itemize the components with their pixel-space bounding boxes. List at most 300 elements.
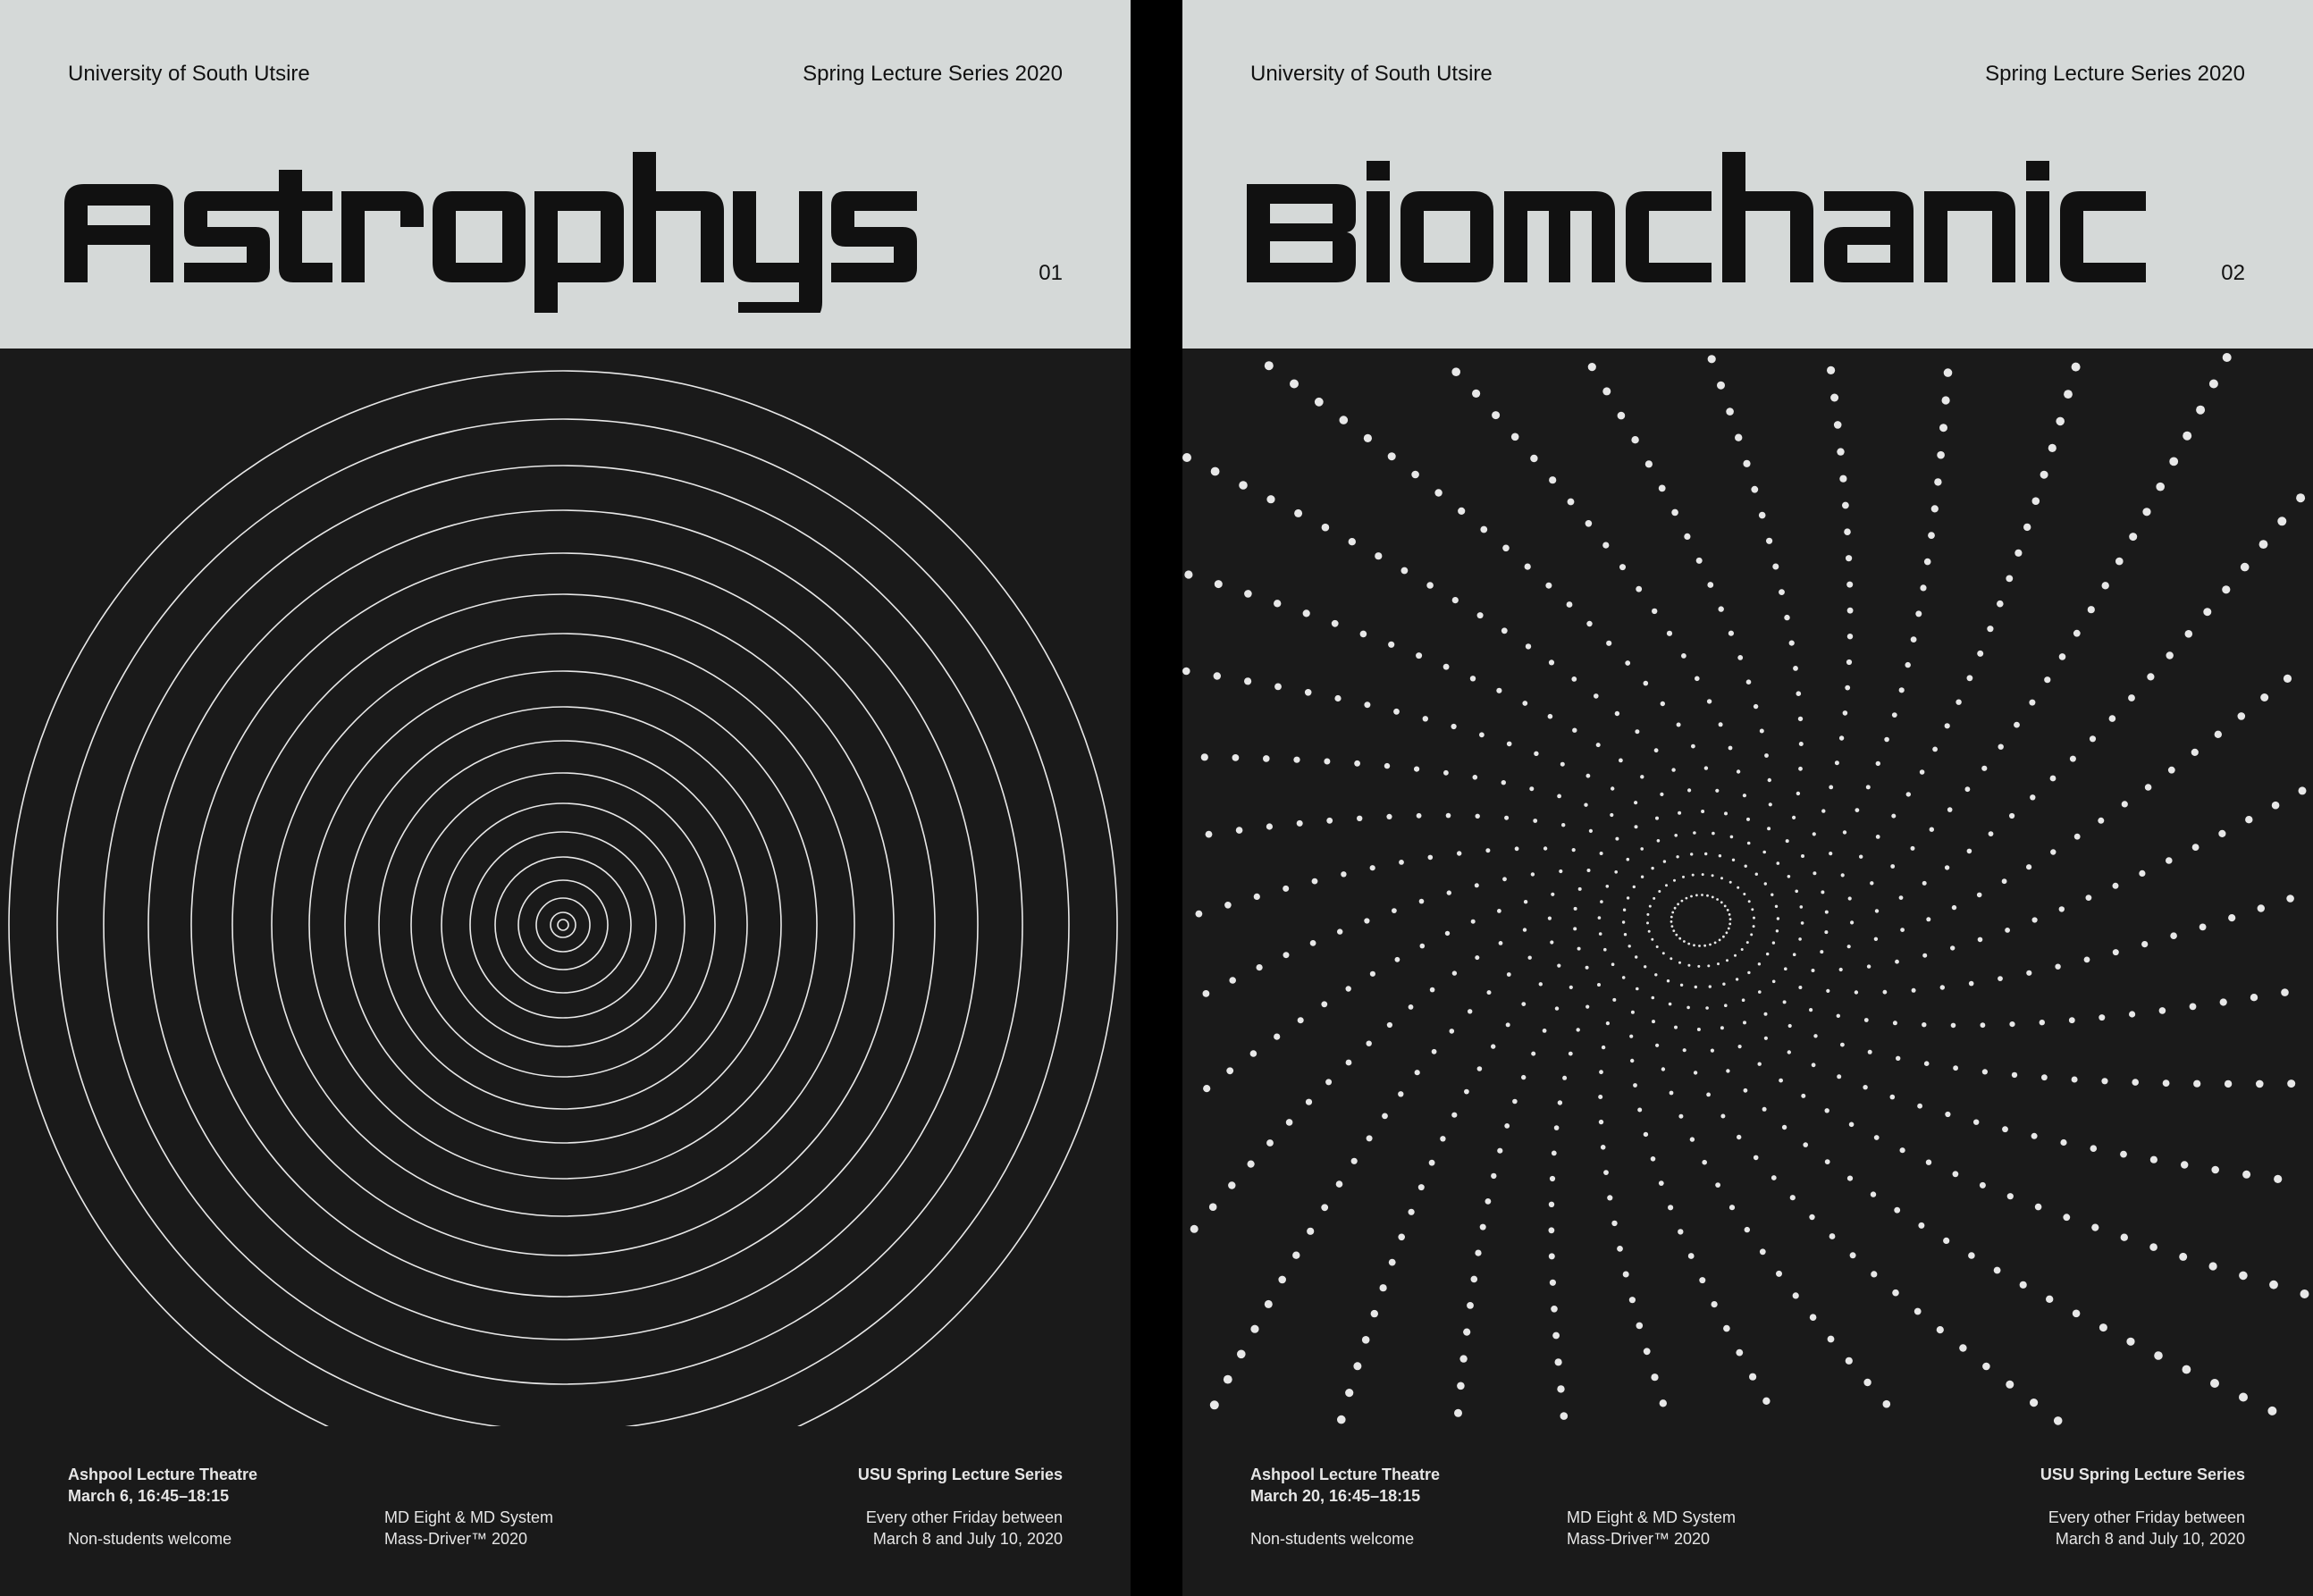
dot-64 bbox=[1871, 1191, 1876, 1197]
dot-730 bbox=[2032, 917, 2038, 922]
dot-745 bbox=[1798, 986, 1802, 989]
dot-50 bbox=[2300, 1289, 2309, 1298]
dot-131 bbox=[1631, 1011, 1635, 1014]
dot-431 bbox=[1184, 570, 1192, 578]
dot-553 bbox=[1759, 512, 1766, 519]
dot-32 bbox=[1801, 1094, 1805, 1098]
dot-31 bbox=[1779, 1079, 1783, 1083]
dot-190 bbox=[1560, 1412, 1569, 1420]
dot-36 bbox=[1900, 1147, 1905, 1153]
dot-445 bbox=[1526, 643, 1531, 649]
dot-607 bbox=[1942, 396, 1950, 404]
dot-287 bbox=[1209, 1203, 1217, 1211]
dot-77 bbox=[2210, 1379, 2219, 1388]
dot-43 bbox=[2091, 1224, 2099, 1231]
dot-725 bbox=[1895, 960, 1899, 964]
dot-323 bbox=[1310, 940, 1316, 946]
dot-602 bbox=[1928, 532, 1935, 539]
dot-423 bbox=[1416, 652, 1422, 659]
dot-182 bbox=[1549, 1202, 1554, 1207]
dot-514 bbox=[1755, 873, 1758, 876]
dot-367 bbox=[1692, 874, 1695, 877]
dot-177 bbox=[1562, 1076, 1567, 1080]
dot-761 bbox=[2258, 904, 2265, 911]
dot-439 bbox=[1654, 748, 1659, 752]
dot-386 bbox=[1706, 895, 1709, 897]
dot-184 bbox=[1549, 1253, 1555, 1259]
dot-486 bbox=[1265, 361, 1274, 370]
dot-712 bbox=[2168, 767, 2175, 774]
dot-355 bbox=[1504, 816, 1509, 820]
dot-586 bbox=[1775, 905, 1778, 908]
dot-194 bbox=[1603, 948, 1607, 952]
dot-228 bbox=[1429, 1160, 1435, 1166]
dot-343 bbox=[1283, 886, 1289, 892]
dot-112 bbox=[1670, 1091, 1674, 1096]
dot-267 bbox=[1653, 897, 1655, 900]
dot-604 bbox=[1934, 478, 1941, 485]
dot-259 bbox=[1292, 1252, 1299, 1259]
dot-345 bbox=[1224, 902, 1232, 909]
dot-160 bbox=[1607, 1195, 1612, 1200]
audience-note: Non-students welcome bbox=[1250, 1530, 1415, 1548]
dot-565 bbox=[1813, 832, 1816, 836]
dot-509 bbox=[1492, 411, 1500, 419]
dot-626 bbox=[1997, 601, 2004, 608]
dot-78 bbox=[2239, 1393, 2248, 1402]
dot-203 bbox=[1497, 1148, 1502, 1154]
dot-372 bbox=[1584, 803, 1587, 807]
dot-327 bbox=[1203, 990, 1210, 997]
dot-529 bbox=[1671, 509, 1678, 517]
poster-number: 02 bbox=[2221, 261, 2245, 285]
dot-322 bbox=[1337, 928, 1342, 934]
dot-86 bbox=[1694, 1071, 1697, 1074]
dot-376 bbox=[1473, 775, 1478, 780]
dot-531 bbox=[1645, 460, 1653, 467]
venue-label: Ashpool Lecture Theatre bbox=[68, 1466, 258, 1483]
dot-771 bbox=[1893, 1021, 1897, 1025]
dot-408 bbox=[1712, 896, 1714, 899]
dot-430 bbox=[1215, 580, 1223, 588]
dot-682 bbox=[2090, 735, 2096, 742]
dot-193 bbox=[1624, 933, 1627, 936]
dot-705 bbox=[2002, 878, 2007, 884]
dot-153 bbox=[1606, 1021, 1610, 1025]
title-lettering bbox=[1247, 134, 2158, 313]
dot-284 bbox=[1266, 1139, 1274, 1147]
dot-424 bbox=[1388, 642, 1394, 648]
dot-520 bbox=[1760, 729, 1764, 734]
dot-551 bbox=[1772, 564, 1779, 570]
dot-116 bbox=[1715, 1182, 1720, 1188]
dot-152 bbox=[1612, 998, 1616, 1002]
dot-681 bbox=[2070, 756, 2076, 762]
dot-56 bbox=[1711, 1049, 1714, 1053]
dot-728 bbox=[1978, 937, 1983, 943]
dot-422 bbox=[1443, 664, 1450, 670]
dot-502 bbox=[1619, 564, 1626, 570]
dot-338 bbox=[1428, 855, 1434, 861]
dot-357 bbox=[1446, 813, 1451, 819]
dot-216 bbox=[1622, 920, 1625, 923]
dot-0 bbox=[1693, 944, 1695, 946]
dot-359 bbox=[1386, 814, 1392, 819]
dot-731 bbox=[2059, 906, 2065, 911]
dot-717 bbox=[2284, 675, 2292, 683]
dot-552 bbox=[1766, 538, 1772, 544]
dot-310 bbox=[1665, 884, 1668, 886]
dot-154 bbox=[1602, 1046, 1605, 1049]
dot-79 bbox=[2267, 1407, 2276, 1415]
dot-442 bbox=[1594, 693, 1599, 699]
dot-114 bbox=[1690, 1137, 1695, 1141]
dot-373 bbox=[1557, 794, 1561, 799]
dot-169 bbox=[1670, 920, 1673, 923]
dot-577 bbox=[1844, 528, 1851, 535]
dot-400 bbox=[1393, 709, 1400, 715]
dot-753 bbox=[2026, 970, 2031, 976]
dot-466 bbox=[1691, 744, 1695, 749]
dot-129 bbox=[1644, 965, 1646, 968]
dot-699 bbox=[1847, 945, 1851, 948]
dot-278 bbox=[1387, 1022, 1392, 1028]
dot-110 bbox=[1655, 1044, 1659, 1047]
dot-800 bbox=[2072, 1077, 2078, 1083]
dot-300 bbox=[1395, 957, 1400, 962]
dot-420 bbox=[1496, 688, 1501, 693]
dot-236 bbox=[1353, 1362, 1361, 1370]
dot-286 bbox=[1228, 1181, 1235, 1189]
dot-618 bbox=[1906, 792, 1911, 796]
dot-362 bbox=[1297, 820, 1303, 827]
dot-686 bbox=[2166, 651, 2174, 659]
dot-718 bbox=[1714, 942, 1717, 945]
ring-6 bbox=[442, 803, 685, 1046]
dot-213 bbox=[1454, 1409, 1462, 1417]
dot-737 bbox=[2218, 830, 2225, 837]
dot-92 bbox=[1790, 1195, 1796, 1200]
dot-654 bbox=[2073, 630, 2081, 637]
dot-617 bbox=[1891, 814, 1896, 819]
concentric-rings-artwork bbox=[0, 349, 1131, 1426]
dot-793 bbox=[1868, 1050, 1872, 1054]
dot-484 bbox=[1315, 398, 1324, 407]
dot-732 bbox=[2086, 895, 2092, 901]
dot-526 bbox=[1707, 582, 1713, 588]
dot-148 bbox=[1671, 925, 1674, 928]
dot-543 bbox=[1798, 767, 1803, 771]
dot-195 bbox=[1585, 966, 1589, 970]
dot-453 bbox=[1322, 524, 1330, 532]
dot-788 bbox=[1742, 998, 1745, 1002]
dot-122 bbox=[1810, 1314, 1817, 1321]
dot-589 bbox=[1829, 852, 1832, 855]
dot-65 bbox=[1894, 1207, 1900, 1214]
dot-587 bbox=[1795, 890, 1798, 894]
poster-biomechanics bbox=[1182, 0, 2313, 1596]
dot-143 bbox=[1712, 1301, 1718, 1307]
dot-787 bbox=[1722, 983, 1725, 986]
dot-299 bbox=[1420, 944, 1426, 949]
dot-224 bbox=[1477, 1066, 1483, 1071]
dot-225 bbox=[1464, 1089, 1469, 1095]
dot-57 bbox=[1726, 1069, 1729, 1072]
dot-574 bbox=[1847, 608, 1854, 614]
dot-18 bbox=[2120, 1151, 2127, 1158]
dot-669 bbox=[1798, 937, 1802, 941]
dot-773 bbox=[1951, 1023, 1956, 1029]
dot-317 bbox=[1475, 883, 1479, 887]
dot-247 bbox=[1487, 990, 1492, 995]
dot-418 bbox=[1548, 714, 1553, 719]
dot-311 bbox=[1641, 876, 1644, 878]
dot-450 bbox=[1401, 567, 1409, 575]
dot-759 bbox=[2199, 924, 2207, 931]
dot-503 bbox=[1602, 542, 1609, 549]
dot-387 bbox=[1702, 873, 1704, 876]
dot-635 bbox=[2072, 363, 2081, 372]
dot-354 bbox=[1533, 819, 1537, 823]
dot-641 bbox=[1848, 896, 1852, 900]
dot-67 bbox=[1943, 1238, 1949, 1244]
dot-585 bbox=[1753, 917, 1755, 920]
dot-767 bbox=[1783, 1000, 1787, 1004]
dot-590 bbox=[1843, 830, 1846, 834]
dot-9 bbox=[1863, 1085, 1867, 1089]
dot-698 bbox=[1820, 950, 1823, 953]
dot-280 bbox=[1346, 1060, 1352, 1066]
dot-671 bbox=[1850, 920, 1854, 924]
dot-99 bbox=[1937, 1326, 1944, 1333]
dot-81 bbox=[1670, 957, 1672, 960]
dot-673 bbox=[1899, 895, 1904, 900]
dot-599 bbox=[1915, 610, 1922, 617]
dot-171 bbox=[1628, 945, 1631, 947]
institution-name: University of South Utsire bbox=[68, 62, 310, 86]
dot-82 bbox=[1667, 979, 1670, 982]
dot-258 bbox=[1307, 1228, 1314, 1235]
dot-344 bbox=[1254, 894, 1260, 900]
dot-173 bbox=[1597, 983, 1601, 987]
dot-41 bbox=[2035, 1204, 2042, 1211]
dot-370 bbox=[1635, 825, 1638, 828]
dot-481 bbox=[1388, 452, 1396, 460]
dot-337 bbox=[1457, 851, 1461, 855]
dot-462 bbox=[1730, 836, 1734, 839]
dot-369 bbox=[1657, 839, 1661, 843]
dot-412 bbox=[1678, 811, 1681, 815]
dot-205 bbox=[1485, 1198, 1492, 1205]
dot-16 bbox=[2060, 1139, 2066, 1146]
dot-164 bbox=[1629, 1297, 1636, 1303]
dot-487 bbox=[1724, 905, 1727, 908]
dot-758 bbox=[2170, 932, 2177, 939]
dot-736 bbox=[2192, 844, 2199, 851]
dot-797 bbox=[1982, 1069, 1988, 1074]
dot-20 bbox=[2181, 1161, 2188, 1168]
dot-38 bbox=[1953, 1171, 1959, 1177]
dot-391 bbox=[1634, 801, 1637, 804]
dot-170 bbox=[1648, 930, 1651, 933]
dot-746 bbox=[1826, 989, 1829, 993]
dot-96 bbox=[1871, 1271, 1877, 1277]
dot-454 bbox=[1294, 509, 1302, 517]
dot-538 bbox=[1764, 882, 1767, 885]
dot-189 bbox=[1557, 1385, 1564, 1392]
dot-804 bbox=[2193, 1080, 2200, 1088]
dot-375 bbox=[1501, 780, 1506, 785]
dot-350 bbox=[1640, 847, 1644, 851]
dot-411 bbox=[1693, 831, 1696, 835]
dot-176 bbox=[1569, 1052, 1573, 1056]
ring-14 bbox=[148, 510, 978, 1340]
dot-46 bbox=[2179, 1253, 2187, 1261]
dot-491 bbox=[1746, 818, 1750, 821]
dot-560 bbox=[1729, 918, 1732, 920]
dot-693 bbox=[2296, 493, 2305, 502]
dot-126 bbox=[1883, 1400, 1891, 1408]
dot-432 bbox=[1716, 898, 1719, 901]
dot-316 bbox=[1502, 877, 1507, 881]
dot-8 bbox=[1837, 1074, 1841, 1079]
dot-738 bbox=[2245, 816, 2252, 823]
dot-460 bbox=[1729, 881, 1732, 884]
ring-16 bbox=[57, 419, 1069, 1426]
ring-13 bbox=[191, 553, 935, 1297]
dot-250 bbox=[1432, 1049, 1437, 1054]
dot-724 bbox=[1867, 964, 1871, 968]
dot-39 bbox=[1980, 1182, 1986, 1189]
dot-167 bbox=[1651, 1373, 1658, 1381]
dot-117 bbox=[1729, 1205, 1735, 1210]
dot-383 bbox=[1263, 755, 1270, 762]
dot-700 bbox=[1874, 937, 1878, 941]
dot-365 bbox=[1206, 831, 1213, 838]
dot-165 bbox=[1636, 1323, 1644, 1330]
dot-405 bbox=[1244, 677, 1251, 685]
dot-47 bbox=[2209, 1262, 2217, 1270]
ring-8 bbox=[379, 741, 747, 1109]
dot-401 bbox=[1364, 701, 1370, 708]
dot-490 bbox=[1747, 842, 1751, 845]
dot-380 bbox=[1354, 760, 1360, 767]
dot-379 bbox=[1384, 763, 1390, 769]
dot-754 bbox=[2055, 964, 2060, 970]
dot-339 bbox=[1399, 860, 1404, 865]
dot-22 bbox=[2242, 1171, 2250, 1179]
dot-406 bbox=[1214, 672, 1221, 679]
dot-621 bbox=[1945, 723, 1950, 728]
dot-554 bbox=[1751, 486, 1758, 493]
dot-186 bbox=[1551, 1306, 1558, 1313]
dot-664 bbox=[2209, 380, 2218, 389]
dot-166 bbox=[1644, 1348, 1651, 1355]
dot-674 bbox=[1922, 881, 1927, 886]
dot-504 bbox=[1585, 520, 1593, 527]
dot-628 bbox=[2014, 550, 2022, 557]
dot-605 bbox=[1937, 451, 1945, 459]
dot-279 bbox=[1367, 1041, 1372, 1046]
dot-692 bbox=[2277, 517, 2286, 525]
dot-662 bbox=[2183, 432, 2191, 441]
dot-570 bbox=[1843, 710, 1848, 716]
dot-778 bbox=[2099, 1014, 2105, 1021]
dot-801 bbox=[2101, 1078, 2107, 1084]
dot-495 bbox=[1719, 722, 1723, 727]
dot-580 bbox=[1837, 448, 1844, 455]
dot-670 bbox=[1824, 930, 1828, 934]
dot-638 bbox=[1776, 929, 1779, 932]
dot-468 bbox=[1661, 701, 1665, 706]
dot-720 bbox=[1758, 962, 1761, 965]
dot-248 bbox=[1468, 1009, 1472, 1013]
dot-83 bbox=[1669, 1003, 1672, 1006]
ring-0 bbox=[558, 920, 568, 930]
dot-363 bbox=[1266, 823, 1273, 829]
dot-735 bbox=[2166, 857, 2173, 864]
dot-296 bbox=[1497, 909, 1501, 913]
dot-49 bbox=[2269, 1281, 2278, 1289]
dot-15 bbox=[2031, 1133, 2038, 1139]
dot-608 bbox=[1944, 368, 1953, 377]
dot-85 bbox=[1683, 1048, 1686, 1052]
dot-549 bbox=[1784, 615, 1789, 620]
dot-532 bbox=[1631, 436, 1638, 443]
dot-252 bbox=[1398, 1091, 1403, 1096]
dot-253 bbox=[1382, 1113, 1388, 1120]
dot-140 bbox=[1678, 1229, 1683, 1234]
dot-91 bbox=[1771, 1175, 1777, 1180]
dot-568 bbox=[1835, 760, 1839, 765]
dot-45 bbox=[2149, 1243, 2157, 1251]
dot-124 bbox=[1846, 1357, 1853, 1365]
dot-779 bbox=[2129, 1011, 2135, 1017]
dot-592 bbox=[1866, 785, 1871, 789]
dot-694 bbox=[1719, 939, 1721, 942]
dot-346 bbox=[1196, 911, 1203, 918]
dot-458 bbox=[1182, 453, 1191, 462]
dot-659 bbox=[2142, 508, 2150, 516]
dot-68 bbox=[1968, 1252, 1975, 1259]
dot-226 bbox=[1451, 1113, 1457, 1118]
dot-505 bbox=[1568, 499, 1575, 506]
dot-508 bbox=[1511, 433, 1519, 441]
dot-17 bbox=[2090, 1145, 2098, 1152]
dot-488 bbox=[1737, 886, 1739, 889]
dot-591 bbox=[1855, 808, 1860, 812]
dot-40 bbox=[2007, 1193, 2014, 1199]
dot-24 bbox=[1687, 943, 1690, 945]
dot-751 bbox=[1969, 981, 1974, 987]
dot-69 bbox=[1994, 1267, 2001, 1274]
dot-109 bbox=[1652, 1020, 1655, 1023]
dot-459 bbox=[1720, 901, 1723, 903]
dot-716 bbox=[2260, 693, 2268, 701]
dot-743 bbox=[1747, 971, 1750, 974]
dot-219 bbox=[1557, 964, 1560, 968]
dot-263 bbox=[1237, 1350, 1246, 1359]
dot-175 bbox=[1577, 1028, 1580, 1031]
dot-723 bbox=[1839, 968, 1843, 971]
dot-499 bbox=[1667, 631, 1672, 636]
dot-398 bbox=[1451, 724, 1457, 729]
dot-710 bbox=[2122, 801, 2128, 807]
dot-456 bbox=[1239, 481, 1248, 490]
typeface-credit-2: Mass-Driver™ 2020 bbox=[1567, 1530, 1711, 1548]
dot-601 bbox=[1924, 559, 1931, 566]
dot-174 bbox=[1585, 1005, 1589, 1009]
